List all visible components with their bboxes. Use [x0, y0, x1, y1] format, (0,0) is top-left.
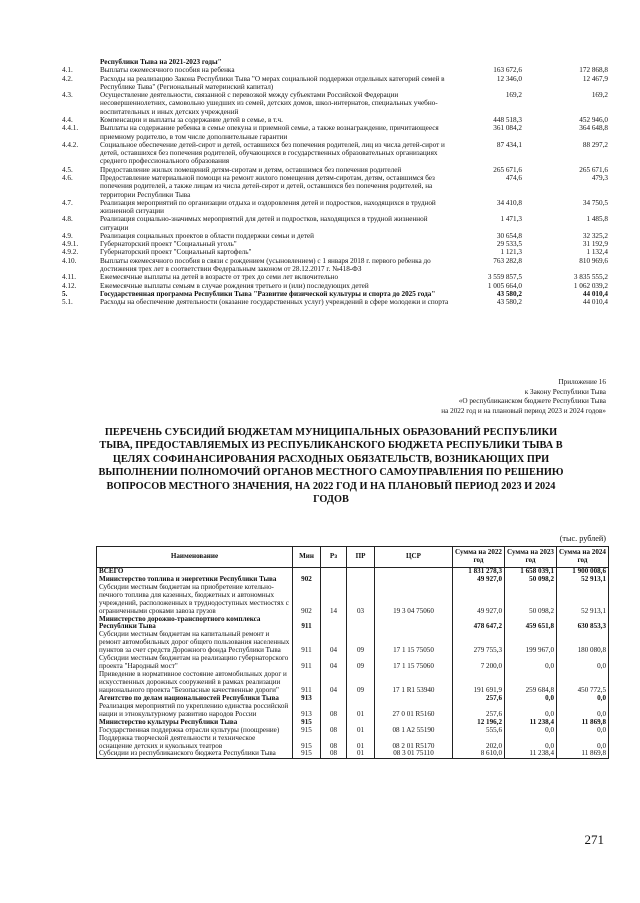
row-value-2024: 3 835 555,2: [573, 273, 608, 282]
row-name: Реализация мероприятий по организации отдыха и оздоровления детей и подростков, находящихся в трудной жизненной ситуации: [100, 198, 436, 216]
cell-sum-2022: 279 755,3: [453, 631, 505, 655]
cell-name: Поддержка творческой деятельности и техническое оснащение детских и кукольных театров: [97, 735, 293, 751]
cell-sum-2022: 7 200,0: [453, 655, 505, 671]
row-number: 4.3.: [62, 91, 73, 100]
row-name: Выплаты ежемесячного пособия на ребенка: [100, 66, 235, 75]
table-row: [62, 199, 610, 216]
cell-min: 915: [293, 727, 321, 735]
top-table: [62, 58, 610, 306]
header-sum-2024: Сумма на 2024 год: [557, 547, 609, 568]
table-row: [97, 655, 609, 671]
table-row: [62, 290, 610, 298]
cell-pr: 01: [347, 703, 375, 719]
header-sum-2023: Сумма на 2023 год: [505, 547, 557, 568]
page-number: 271: [584, 832, 604, 847]
cell-sum-2023: 50 098,2: [505, 576, 557, 584]
row-name: Выплаты на содержание ребенка в семье опекуна и приемной семье, а также вознаграждение, причитающееся приемному родителю, в том числе дополнительные гарантии: [100, 124, 439, 141]
row-value-2024: 34 750,5: [582, 198, 608, 207]
table-row: [62, 232, 610, 240]
row-name: Расходы на реализацию Закона Республики Тыва "О мерах социальной поддержки отдельных категорий семей в Республике Тыва" (Региональный материнский капитал): [100, 74, 445, 91]
cell-rz: 04: [321, 671, 347, 695]
row-number: 4.1.: [62, 66, 73, 75]
row-name: Предоставление жилых помещений детям-сиротам и детям, оставшимся без попечения родителей: [100, 165, 402, 174]
cell-rz: [321, 616, 347, 632]
cell-pr: 09: [347, 671, 375, 695]
cell-sum-2023: 0,0: [505, 655, 557, 671]
cell-sum-2022: 191 691,9: [453, 671, 505, 695]
cell-rz: 14: [321, 584, 347, 616]
table-row: [62, 174, 610, 199]
cell-csr: 08 2 01 R5170: [375, 735, 453, 751]
cell-name: Субсидии из республиканского бюджета Республики Тыва: [97, 750, 293, 758]
cell-sum-2022: 202,0: [453, 735, 505, 751]
row-value-2024: 1 485,8: [586, 215, 608, 224]
cell-sum-2022: 49 927,0: [453, 584, 505, 616]
cell-csr: 17 1 15 75050: [375, 631, 453, 655]
row-value-2024: 479,3: [591, 173, 608, 182]
cell-csr: [375, 567, 453, 575]
cell-rz: 08: [321, 703, 347, 719]
cell-pr: [347, 576, 375, 584]
row-value-2024: 169,2: [591, 91, 608, 100]
cell-name: Министерство топлива и энергетики Республики Тыва: [97, 576, 293, 584]
row-value-2023: 3 559 857,5: [487, 273, 522, 282]
row-number: 4.8.: [62, 215, 73, 224]
row-value-2023: 265 671,6: [493, 165, 522, 174]
cell-sum-2022: 257,6: [453, 703, 505, 719]
row-number: 5.1.: [62, 298, 73, 307]
cell-sum-2023: 459 651,8: [505, 616, 557, 632]
cell-name: Министерство дорожно-транспортного комплекса Республики Тыва: [97, 616, 293, 632]
cell-name: Министерство культуры Республики Тыва: [97, 719, 293, 727]
appendix-line: Приложение 16: [558, 378, 606, 386]
cell-min: 913: [293, 695, 321, 703]
appendix-note: [346, 378, 606, 417]
table-row: [97, 631, 609, 655]
row-number: 4.9.: [62, 231, 73, 240]
cell-name: Субсидии местным бюджетам на реализацию губернаторского проекта "Народный мост": [97, 655, 293, 671]
table-row: [97, 584, 609, 616]
cell-pr: 09: [347, 631, 375, 655]
cell-min: 902: [293, 584, 321, 616]
table-row: [62, 273, 610, 281]
row-name: Расходы на обеспечение деятельности (оказание государственных услуг) учреждений в сфере молодежи и спорта: [100, 298, 449, 307]
cell-min: 911: [293, 671, 321, 695]
row-name: Государственная программа Республики Тыва "Развитие физической культуры и спорта до 2025 года": [100, 289, 436, 298]
row-value-2023: 87 434,1: [496, 140, 522, 149]
cell-sum-2022: 257,6: [453, 695, 505, 703]
cell-rz: [321, 695, 347, 703]
row-number: 4.12.: [62, 281, 77, 290]
cell-rz: [321, 576, 347, 584]
row-number: 4.6.: [62, 173, 73, 182]
cell-name: ВСЕГО: [97, 567, 293, 575]
cell-pr: 01: [347, 727, 375, 735]
cell-sum-2023: 0,0: [505, 735, 557, 751]
table-row: [62, 58, 610, 66]
table-row: [62, 215, 610, 232]
row-value-2023: 43 580,2: [496, 289, 522, 298]
row-number: 4.2.: [62, 74, 73, 83]
cell-rz: [321, 567, 347, 575]
row-value-2024: 1 062 039,2: [573, 281, 608, 290]
row-value-2024: 12 467,9: [582, 74, 608, 83]
cell-pr: [347, 616, 375, 632]
units-label: (тыс. рублей): [559, 534, 606, 543]
cell-sum-2024: 180 080,8: [557, 631, 609, 655]
cell-min: 902: [293, 576, 321, 584]
row-number: 4.5.: [62, 165, 73, 174]
row-name: Ежемесячные выплаты семьям в случае рождения третьего и (или) последующих детей: [100, 281, 369, 290]
cell-sum-2024: 0,0: [557, 727, 609, 735]
header-sum-2022: Сумма на 2022 год: [453, 547, 505, 568]
header-name: Наименование: [97, 547, 293, 568]
table-row: [97, 703, 609, 719]
document-title: ПЕРЕЧЕНЬ СУБСИДИЙ БЮДЖЕТАМ МУНИЦИПАЛЬНЫХ ОБРАЗОВАНИЙ РЕСПУБЛИКИ ТЫВА, ПРЕДОСТАВЛЯЕМЫХ ИЗ РЕСПУБЛИКАНСКОГО БЮДЖЕТА РЕСПУБЛИКИ ТЫВА В ЦЕЛЯХ СОФИНАНСИРОВАНИЯ РАСХОДНЫХ ОБЯЗАТЕЛЬСТВ, ВОЗНИКАЮЩИХ ПРИ ВЫПОЛНЕНИИ ПОЛНОМОЧИЙ ОРГАНОВ МЕСТНОГО САМОУПРАВЛЕНИЯ ПО РЕШЕНИЮ ВОПРОСОВ МЕСТНОГО ЗНАЧЕНИЯ, НА 2022 ГОД И НА ПЛАНОВЫЙ ПЕРИОД 2023 И 2024 ГОДОВ: [98, 427, 564, 505]
row-value-2023: 448 518,3: [493, 115, 522, 124]
cell-pr: [347, 567, 375, 575]
cell-name: Субсидии местным бюджетам на капитальный ремонт и ремонт автомобильных дорог общего пользования населенных пунктов за счет средств Дорожного фонда Республики Тыва: [97, 631, 293, 655]
row-name: Губернаторский проект "Социальный уголь": [100, 240, 237, 249]
cell-min: 911: [293, 631, 321, 655]
cell-name: Субсидии местным бюджетам на приобретение котельно-печного топлива для казенных, бюджетных и автономных учреждений, расположенных в труднодоступных местностях с ограниченными сроками завоза грузов: [97, 584, 293, 616]
table-row: [62, 116, 610, 124]
cell-name: Реализация мероприятий по укреплению единства российской нации и этнокультурному развитию народов России: [97, 703, 293, 719]
cell-rz: 08: [321, 750, 347, 758]
row-value-2023: 43 580,2: [496, 298, 522, 307]
cell-rz: 08: [321, 735, 347, 751]
row-name: Осуществление деятельности, связанной с перевозкой между субъектами Российской Федерации несовершеннолетних, самовольно ушедших из семей, детских домов, школ-интернатов, специальных учебно-воспитательных и иных детских учреждений: [100, 91, 438, 116]
cell-csr: [375, 695, 453, 703]
cell-csr: [375, 616, 453, 632]
cell-csr: 08 3 01 75110: [375, 750, 453, 758]
row-number: 4.4.1.: [62, 124, 79, 133]
table-row: [97, 750, 609, 758]
cell-sum-2024: 450 772,5: [557, 671, 609, 695]
row-number: 4.9.1.: [62, 240, 79, 249]
table-row: [62, 240, 610, 248]
row-value-2024: 810 969,6: [579, 256, 608, 265]
cell-sum-2023: 1 658 039,1: [505, 567, 557, 575]
cell-sum-2022: 478 647,2: [453, 616, 505, 632]
row-value-2023: 12 346,0: [496, 74, 522, 83]
cell-sum-2024: 630 853,3: [557, 616, 609, 632]
cell-sum-2024: 11 869,8: [557, 719, 609, 727]
cell-pr: 09: [347, 655, 375, 671]
cell-sum-2023: 0,0: [505, 703, 557, 719]
row-name: Компенсации и выплаты за содержание детей в семье, в т.ч.: [100, 115, 283, 124]
row-value-2023: 1 471,3: [500, 215, 522, 224]
row-number: 4.9.2.: [62, 248, 79, 257]
cell-sum-2024: 1 900 008,6: [557, 567, 609, 575]
cell-sum-2022: 8 610,0: [453, 750, 505, 758]
cell-name: Приведение в нормативное состояние автомобильных дорог и искусственных дорожных сооружений в рамках реализации национального проекта "Безопасные качественные дороги": [97, 671, 293, 695]
cell-min: 915: [293, 719, 321, 727]
cell-sum-2022: 49 927,0: [453, 576, 505, 584]
row-value-2023: 1 121,3: [500, 248, 522, 257]
row-name: Выплаты ежемесячного пособия в связи с рождением (усыновлением) с 1 января 2018 г. первого ребенка до достижения трех лет в соответствии Федеральным законом от 28.12.2017 г. №418-ФЗ: [100, 256, 431, 274]
table-row: [62, 282, 610, 290]
appendix-line: к Закону Республики Тыва: [524, 387, 606, 396]
row-name: Ежемесячные выплаты на детей в возрасте от трех до семи лет включительно: [100, 273, 339, 282]
appendix-line: на 2022 год и на плановый период 2023 и 2024 годов»: [441, 407, 606, 416]
row-value-2024: 44 010,4: [582, 298, 608, 307]
cell-sum-2022: 12 196,2: [453, 719, 505, 727]
row-value-2024: 88 297,2: [582, 140, 608, 149]
appendix-line: «О республиканском бюджете Республики Тыва: [458, 397, 606, 406]
table-row: [97, 616, 609, 632]
subsidies-table: [96, 546, 609, 759]
row-name: Реализация социальных проектов в области поддержки семьи и детей: [100, 231, 314, 240]
row-value-2024: 1 132,4: [586, 248, 608, 257]
cell-csr: [375, 576, 453, 584]
cell-csr: 17 1 15 75060: [375, 655, 453, 671]
cell-sum-2023: 199 967,0: [505, 631, 557, 655]
row-value-2023: 30 654,8: [496, 231, 522, 240]
cell-sum-2024: 52 913,1: [557, 584, 609, 616]
table-row: [62, 141, 610, 166]
cell-csr: 27 0 01 R5160: [375, 703, 453, 719]
cell-sum-2023: 11 238,4: [505, 750, 557, 758]
cell-min: 915: [293, 750, 321, 758]
cell-sum-2024: 0,0: [557, 703, 609, 719]
table-row: [62, 75, 610, 92]
cell-min: 915: [293, 735, 321, 751]
row-number: 4.4.: [62, 115, 73, 124]
row-value-2023: 29 533,5: [496, 240, 522, 249]
header-pr: ПР: [347, 547, 375, 568]
table-row: [62, 66, 610, 74]
cell-min: 913: [293, 703, 321, 719]
cell-pr: 01: [347, 735, 375, 751]
header-rz: Рз: [321, 547, 347, 568]
row-value-2024: 364 648,8: [579, 124, 608, 133]
cell-sum-2022: 1 831 278,3: [453, 567, 505, 575]
row-value-2023: 1 005 664,0: [487, 281, 522, 290]
cell-sum-2022: 555,6: [453, 727, 505, 735]
cell-name: Агентство по делам национальностей Республики Тыва: [97, 695, 293, 703]
table-row: [97, 735, 609, 751]
cell-min: 911: [293, 616, 321, 632]
row-value-2024: 172 868,8: [579, 66, 608, 75]
header-min: Мин: [293, 547, 321, 568]
cell-csr: 17 1 R1 53940: [375, 671, 453, 695]
cell-name: Государственная поддержка отрасли культуры (поощрение): [97, 727, 293, 735]
cell-rz: 04: [321, 655, 347, 671]
cell-sum-2023: 0,0: [505, 727, 557, 735]
row-value-2023: 361 084,2: [493, 124, 522, 133]
cell-sum-2024: 0,0: [557, 735, 609, 751]
cell-csr: 08 1 A2 55190: [375, 727, 453, 735]
row-value-2023: 763 282,8: [493, 256, 522, 265]
cell-sum-2024: 11 869,8: [557, 750, 609, 758]
row-name: Реализация социально-значимых мероприятий для детей и подростков, находящихся в трудной жизненной ситуации: [100, 215, 428, 232]
table-row: [62, 248, 610, 256]
cell-sum-2023: 259 684,8: [505, 671, 557, 695]
table-row: [62, 298, 610, 306]
header-csr: ЦСР: [375, 547, 453, 568]
table-row: [97, 671, 609, 695]
row-value-2023: 474,6: [505, 173, 522, 182]
table-header-row: [97, 547, 609, 568]
cell-sum-2023: 11 238,4: [505, 719, 557, 727]
row-value-2024: 452 946,0: [579, 115, 608, 124]
row-number: 5.: [62, 289, 68, 298]
row-number: 4.4.2.: [62, 140, 79, 149]
cell-sum-2024: 52 913,1: [557, 576, 609, 584]
row-value-2023: 34 410,8: [496, 198, 522, 207]
row-name: Предоставление материальной помощи на ремонт жилого помещения детям-сиротам, детям, оставшимся без попечения родителей, а также лицам из числа детей-сирот и детей, оставшихся без попечения родителей, на территории Республики Тыва: [100, 173, 435, 199]
cell-csr: 19 3 04 75060: [375, 584, 453, 616]
cell-pr: [347, 695, 375, 703]
row-value-2024: 31 192,9: [582, 240, 608, 249]
cell-pr: 03: [347, 584, 375, 616]
row-name: Губернаторский проект "Социальный картофель": [100, 248, 252, 257]
row-value-2024: 32 325,2: [582, 231, 608, 240]
cell-pr: 01: [347, 750, 375, 758]
table-row: [62, 91, 610, 116]
cell-sum-2024: 0,0: [557, 695, 609, 703]
row-number: 4.10.: [62, 256, 77, 265]
row-value-2024: 44 010,4: [582, 289, 608, 298]
row-value-2023: 169,2: [505, 91, 522, 100]
table-row: [62, 166, 610, 174]
row-name: Социальное обеспечение детей-сирот и детей, оставшихся без попечения родителей, лиц из числа детей-сирот и детей, оставшихся без попечения родителей, обучающихся в государственных образовательных организациях среднего профессионального образования: [100, 140, 445, 166]
cell-sum-2023: 50 098,2: [505, 584, 557, 616]
cell-rz: 04: [321, 631, 347, 655]
cell-sum-2023: 0,0: [505, 695, 557, 703]
cell-min: 911: [293, 655, 321, 671]
table-row: [62, 124, 610, 141]
cell-sum-2024: 0,0: [557, 655, 609, 671]
cell-rz: 08: [321, 727, 347, 735]
table-row: [62, 257, 610, 274]
row-name: Республики Тыва на 2021-2023 годы": [100, 58, 222, 66]
row-value-2024: 265 671,6: [579, 165, 608, 174]
row-number: 4.11.: [62, 273, 77, 282]
row-number: 4.7.: [62, 198, 73, 207]
row-value-2023: 163 672,6: [493, 66, 522, 75]
